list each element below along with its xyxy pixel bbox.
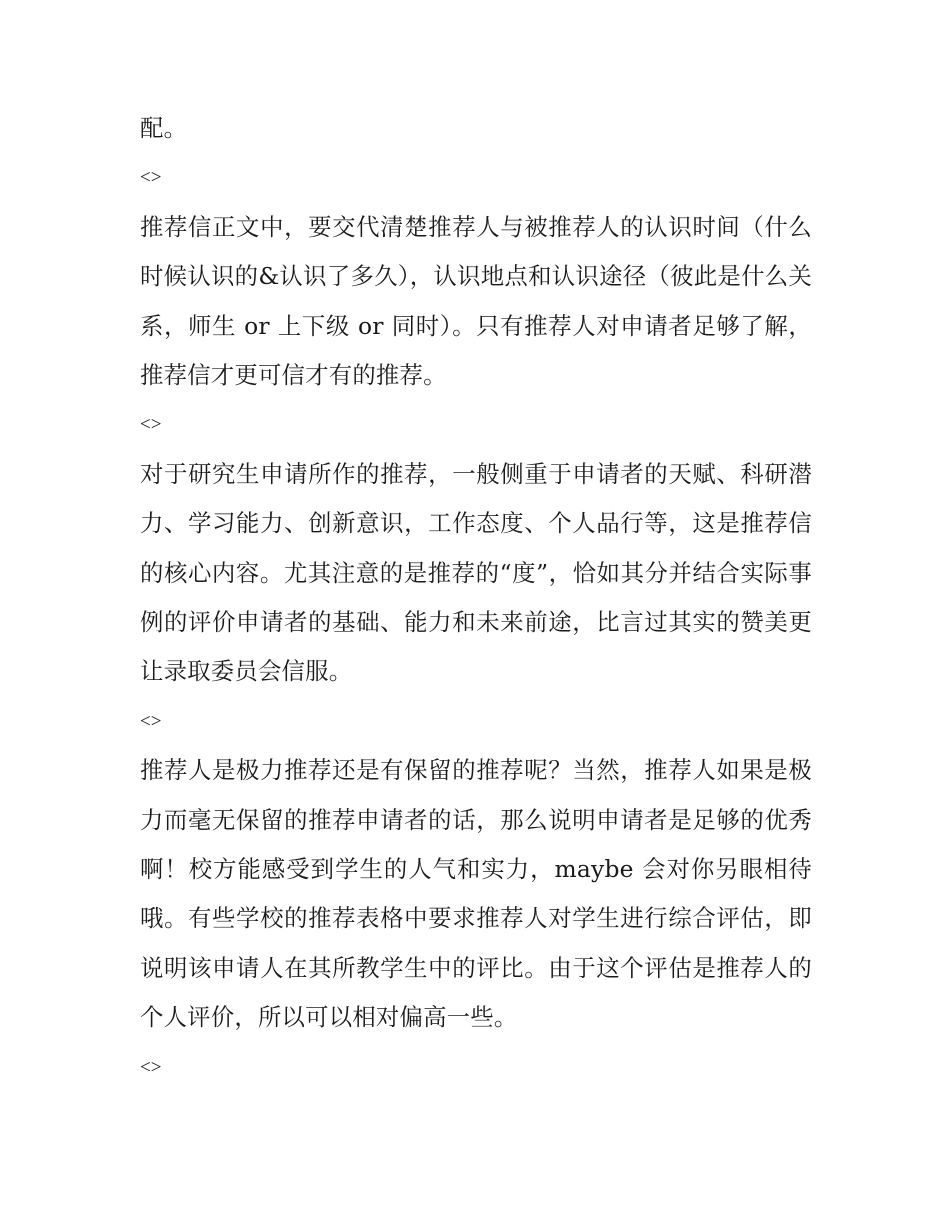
separator-4: <> xyxy=(140,1056,162,1078)
paragraph-core-content: 对于研究生申请所作的推荐，一般侧重于申请者的天赋、科研潜力、学习能力、创新意识，工作态度、个人品行等，这是推荐信的核心内容。尤其注意的是推荐的“度”，恰如其分并结合实际事例的评价申请者的基础、能力和未来前途，比言过其实的赞美更让录取委员会信服。 xyxy=(140,459,812,686)
document-page xyxy=(140,104,812,1092)
separator-1: <> xyxy=(140,167,162,189)
paragraph-recommendation-level: 推荐人是极力推荐还是有保留的推荐呢？当然，推荐人如果是极力而毫无保留的推荐申请者的话，那么说明申请者是足够的优秀啊！校方能感受到学生的人气和实力，maybe 会对你另眼相待哦。有些学校的推荐表格中要求推荐人对学生进行综合评估，即说明该申请人在其所教学生中的评比。由于这个评估是推荐人的个人评价，所以可以相对偏高一些。 xyxy=(140,756,812,1032)
separator-2: <> xyxy=(140,414,162,436)
separator-3: <> xyxy=(140,710,162,732)
continuation-text: 配。 xyxy=(140,114,188,142)
paragraph-acquaintance: 推荐信正文中，要交代清楚推荐人与被推荐人的认识时间（什么时候认识的&认识了多久），认识地点和认识途径（彼此是什么关系，师生 or 上下级 or 同时）。只有推荐人对申请者足够了解，推荐信才更可信才有的推荐。 xyxy=(140,212,812,390)
